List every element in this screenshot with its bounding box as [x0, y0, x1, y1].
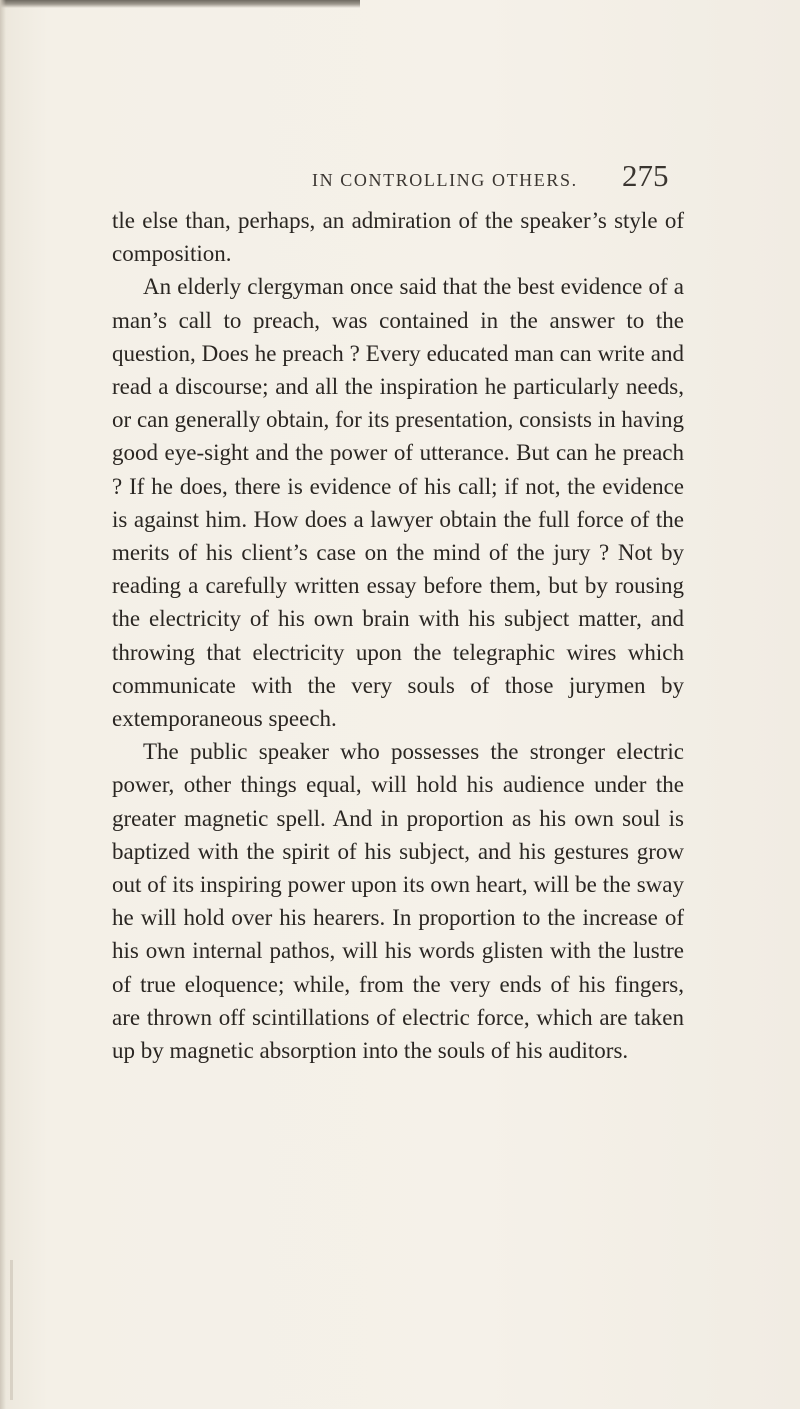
page-number: 275	[622, 158, 669, 193]
body-text	[112, 204, 684, 1067]
page-top-shadow	[0, 0, 360, 8]
paragraph-public-speaker: The public speaker who possesses the stronger electric power, other things equal, will hold his audience under the greater magnetic spell. And in proportion as his own soul is baptized with the spirit of his subject, and his gestures grow out of its inspiring power upon its own heart, will be the sway he will hold over his hearers. In proportion to the increase of his own internal pathos, will his words glisten with the lustre of true eloquence; while, from the very ends of his fingers, are thrown off scintillations of electric force, which are taken up by magnetic absorption into the souls of his auditors.	[112, 739, 684, 1064]
page-gutter-shadow	[0, 0, 6, 1409]
paragraph-clergyman: An elderly clergyman once said that the best evidence of a man’s call to preach, was contained in the answer to the question, Does he preach ? Every educated man can write and read a discourse; and all the inspiration he particularly needs, or can generally obtain, for its presentation, consists in having good eye-sight and the power of utterance. But can he preach ? If he does, there is evidence of his call; if not, the evidence is against him. How does a lawyer obtain the full force of the merits of his client’s case on the mind of the jury ? Not by reading a carefully written essay before them, but by rousing the electricity of his own brain with his subject matter, and throwing that electricity upon the telegraphic wires which communicate with the very souls of those jurymen by extemporaneous speech.	[112, 274, 684, 732]
page-smudge	[10, 1260, 13, 1400]
paragraph-continuation: tle else than, perhaps, an admiration of the speaker’s style of composition.	[112, 208, 684, 267]
running-head: IN CONTROLLING OTHERS.	[312, 170, 578, 190]
